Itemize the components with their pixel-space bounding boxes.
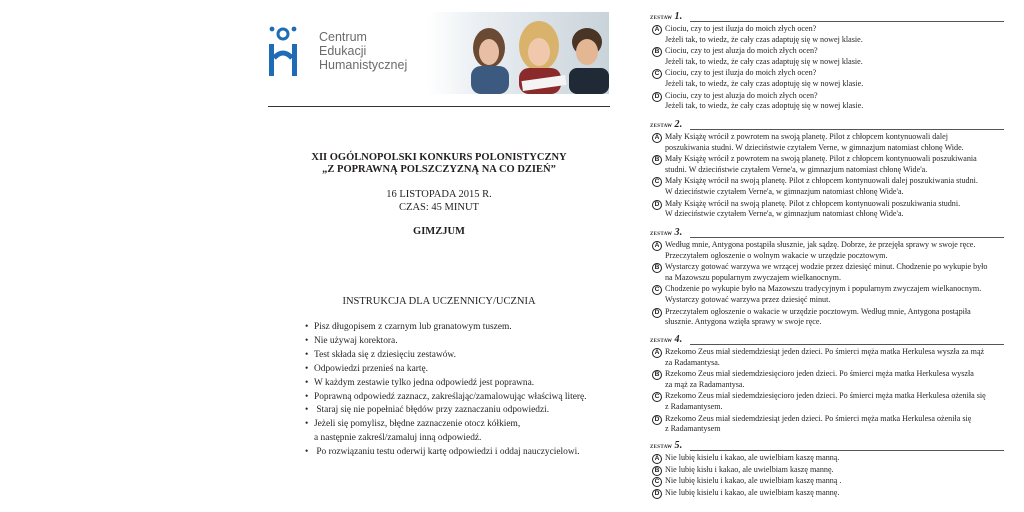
instruction-item: • Poprawną odpowiedź zaznacz, zakreślając/zamalowując właściwą literę. <box>305 391 615 405</box>
answer-option[interactable] <box>650 476 1004 487</box>
answer-option[interactable] <box>650 262 1004 283</box>
answer-text-line: słusznie. Antygona wzięła sprawy w swoje ręce. <box>665 317 822 327</box>
answer-option[interactable] <box>650 391 1004 412</box>
answer-letter-circle[interactable]: D <box>652 415 662 425</box>
answer-text-line: W dzieciństwie czytałem Verne'a, w gimnazjum natomiast chłonę Wide'a. <box>665 186 904 196</box>
answer-option[interactable] <box>650 132 1004 153</box>
answer-option[interactable] <box>650 465 1004 476</box>
answer-text-line: studni. W dzieciństwie czytałem Verne'a, w gimnazjum natomiast chłonę Wide'a. <box>665 164 928 174</box>
answer-text-line: Jeżeli tak, to wiedz, że cały czas adaptuję się w nowej klasie. <box>665 34 863 44</box>
set-divider <box>690 450 1004 451</box>
answer-text-line: Wystarczy gotować warzywa we wrzącej wodzie przez dziesięć minut. Chodzenie po wykupie było <box>665 262 988 272</box>
set-header <box>650 12 1004 23</box>
instruction-item: • Staraj się nie popełniać błędów przy zaznaczaniu odpowiedzi. <box>305 404 615 418</box>
set-number: 4. <box>674 334 683 345</box>
question-set-4 <box>650 335 1004 435</box>
answer-letter-circle[interactable]: A <box>652 241 662 251</box>
answer-option[interactable] <box>650 307 1004 328</box>
answer-letter-circle[interactable]: C <box>652 392 662 402</box>
brand-name <box>319 30 407 72</box>
answer-option[interactable] <box>650 154 1004 175</box>
answer-text-line: na Mazowszu popularnym zwyczajem wielkanocnym. <box>665 272 841 282</box>
set-header <box>650 228 1004 239</box>
set-label: zestaw 2. <box>650 119 683 130</box>
answer-letter-circle[interactable]: B <box>652 370 662 380</box>
answer-text-line: Chodzenie po wykupie było na Mazowszu tradycyjnym i popularnym zwyczajem wielkanocnym. <box>665 284 982 294</box>
answer-option[interactable] <box>650 68 1004 89</box>
answer-text-line: poszukiwania studni. W dzieciństwie czytałem Verne, w gimnazjum natomiast chłonę Wide. <box>665 142 964 152</box>
answer-text-line: za Radamantysa. <box>665 357 720 367</box>
set-label: zestaw 1. <box>650 11 683 22</box>
set-divider <box>690 21 1004 22</box>
answer-text-line: Nie lubię kisielu i kakao, ale uwielbiam kaszę mannę. <box>665 487 840 497</box>
answer-option[interactable] <box>650 284 1004 305</box>
answer-letter-circle[interactable]: D <box>652 308 662 318</box>
set-number: 1. <box>674 11 683 22</box>
answer-option[interactable] <box>650 414 1004 435</box>
students-photo <box>427 12 609 94</box>
answer-text-line: z Radamantysem. <box>665 401 723 411</box>
answer-text-line: Jeżeli tak, to wiedz, że cały czas adoptuję się w nowej klasie. <box>665 101 864 111</box>
answer-option[interactable] <box>650 199 1004 220</box>
answer-letter-circle[interactable]: B <box>652 263 662 273</box>
answer-letter-circle[interactable]: C <box>652 477 662 487</box>
answer-text-line: Ciociu, czy to jest aluzja do moich złych ocen? <box>665 46 818 56</box>
answer-text-line: za mąż za Radamantysa. <box>665 379 745 389</box>
answer-option[interactable] <box>650 369 1004 390</box>
instruction-item: • Pisz długopisem z czarnym lub granatowym tuszem. <box>305 321 615 335</box>
answer-option[interactable] <box>650 240 1004 261</box>
question-page <box>650 0 1010 512</box>
answer-text-line: Przeczytałem ogłoszenie o wakacie w urzędzie pocztowym. Według mnie, Antygona postąpiła <box>665 306 971 316</box>
answer-letter-circle[interactable]: D <box>652 200 662 210</box>
question-set-5 <box>650 441 1004 498</box>
answer-letter-circle[interactable]: A <box>652 133 662 143</box>
set-number: 2. <box>674 119 683 130</box>
answer-text-line: Jeżeli tak, to wiedz, że cały czas adoptuję się w nowej klasie. <box>665 78 864 88</box>
answer-option[interactable] <box>650 176 1004 197</box>
answer-text-line: Rzekomo Zeus miał siedemdziesiąt jeden dzieci. Po śmierci męża matka Herkulesa ożeniła się <box>665 413 972 423</box>
answer-option[interactable] <box>650 488 1004 499</box>
answer-text-line: Ciociu, czy to jest aluzja do moich złych ocen? <box>665 90 818 100</box>
answer-text-line: Nie lubię kisłu i kakao, ale uwielbiam kaszę mannę. <box>665 464 834 474</box>
answer-text-line: Wystarczy gotować warzywa przez dziesięć minut. <box>665 294 831 304</box>
question-set-1 <box>650 12 1004 112</box>
instruction-item: • Jeżeli się pomylisz, błędne zaznaczenie otocz kółkiem, a następnie zakreśl/zamaluj inną odpowiedź. <box>305 418 615 446</box>
set-label: zestaw 4. <box>650 334 683 345</box>
contest-title-line1: XII OGÓLNOPOLSKI KONKURS POLONISTYCZNY <box>311 152 567 163</box>
answer-text-line: Mały Książę wrócił na swoją planetę. Pilot z chłopcem kontynuowali dalej poszukiwania studni. <box>665 176 978 186</box>
answer-letter-circle[interactable]: C <box>652 69 662 79</box>
answer-option[interactable] <box>650 24 1004 45</box>
set-divider <box>690 129 1004 130</box>
answer-option[interactable] <box>650 347 1004 368</box>
instruction-item: • Po rozwiązaniu testu oderwij kartę odpowiedzi i oddaj nauczycielowi. <box>305 446 615 460</box>
answer-letter-circle[interactable]: B <box>652 466 662 476</box>
answer-letter-circle[interactable]: A <box>652 25 662 35</box>
answer-option[interactable] <box>650 453 1004 464</box>
answer-text-line: Mały Książę wrócił z powrotem na swoją planetę. Pilot z chłopcem kontynuowali poszukiwania <box>665 154 977 164</box>
brand-line: Centrum <box>319 30 367 44</box>
set-number: 3. <box>674 227 683 238</box>
instructions-title: INSTRUKCJA DLA UCZENNICY/UCZNIA <box>342 296 536 307</box>
question-set-3 <box>650 228 1004 328</box>
header-divider <box>268 106 610 107</box>
instruction-item: • Test składa się z dziesięciu zestawów. <box>305 349 615 363</box>
answer-text-line: z Radamantysem <box>665 424 721 434</box>
answer-text-line: Przeczytałem ogłoszenie o wolnym wakacie w urzędzie pocztowym. <box>665 250 888 260</box>
set-header <box>650 335 1004 346</box>
set-number: 5. <box>674 440 683 451</box>
answer-text-line: Nie lubię kisielu i kakao, ale uwielbiam kaszę manną . <box>665 476 842 486</box>
set-label: zestaw 3. <box>650 227 683 238</box>
answer-option[interactable] <box>650 46 1004 67</box>
answer-text-line: Rzekomo Zeus miał siedemdziesiąt jeden dzieci. Po śmierci męża matka Herkulesa wyszła za mąż <box>665 347 985 356</box>
answer-text-line: Nie lubię kisielu i kakao, ale uwielbiam kaszę manną. <box>665 453 840 462</box>
answer-letter-circle[interactable]: C <box>652 177 662 187</box>
set-header <box>650 441 1004 452</box>
answer-text-line: Ciociu, czy to jest iluzja do moich złych ocen? <box>665 24 817 33</box>
question-set-2 <box>650 120 1004 220</box>
answer-letter-circle[interactable]: B <box>652 47 662 57</box>
set-label: zestaw 5. <box>650 440 683 451</box>
contest-date: 16 LISTOPADA 2015 R. <box>386 189 492 200</box>
answer-text-line: Według mnie, Antygona postąpiła słusznie, jak sądzę. Dobrze, że przejęła sprawy w swoje ręce. <box>665 240 976 249</box>
answer-letter-circle[interactable]: B <box>652 155 662 165</box>
answer-text-line: W dzieciństwie czytałem Verne'a, w gimnazjum natomiast chłonę Wide'a. <box>665 209 904 219</box>
school-level: GIMZJUM <box>413 226 465 237</box>
set-header <box>650 120 1004 131</box>
instruction-item: • Nie używaj korektora. <box>305 335 615 349</box>
ceh-logo-icon <box>268 24 298 78</box>
contest-duration: CZAS: 45 MINUT <box>399 202 479 213</box>
answer-option[interactable] <box>650 91 1004 112</box>
instruction-item: • Odpowiedzi przenieś na kartę. <box>305 363 615 377</box>
answer-text-line: Ciociu, czy to jest iluzja do moich złych ocen? <box>665 68 817 78</box>
answer-letter-circle[interactable]: D <box>652 92 662 102</box>
set-divider <box>690 344 1004 345</box>
brand-line: Edukacji <box>319 44 367 58</box>
answer-letter-circle[interactable]: D <box>652 489 662 499</box>
answer-letter-circle[interactable]: A <box>652 454 662 464</box>
answer-text-line: Jeżeli tak, to wiedz, że cały czas adaptuję się w nowej klasie. <box>665 56 863 66</box>
instructions-list <box>305 321 615 460</box>
answer-letter-circle[interactable]: A <box>652 348 662 358</box>
answer-text-line: Rzekomo Zeus miał siedemdziesięcioro jeden dzieci. Po śmierci męża matka Herkulesa ożeniła się <box>665 391 986 401</box>
set-divider <box>690 237 1004 238</box>
answer-text-line: Mały Książę wrócił na swoją planetę. Pilot z chłopcem kontynuowali poszukiwania studni. <box>665 198 961 208</box>
instruction-item: • W każdym zestawie tylko jedna odpowiedź jest poprawna. <box>305 377 615 391</box>
brand-line: Humanistycznej <box>319 58 408 72</box>
answer-text-line: Rzekomo Zeus miał siedemdziesięcioro jeden dzieci. Po śmierci męża matka Herkulesa wyszła <box>665 369 974 379</box>
answer-letter-circle[interactable]: C <box>652 285 662 295</box>
answer-text-line: Mały Książę wrócił z powrotem na swoją planetę. Pilot z chłopcem kontynuowali dalej <box>665 132 948 141</box>
contest-title-line2: „Z POPRAWNĄ POLSZCZYZNĄ NA CO DZIEŃ” <box>322 164 556 175</box>
